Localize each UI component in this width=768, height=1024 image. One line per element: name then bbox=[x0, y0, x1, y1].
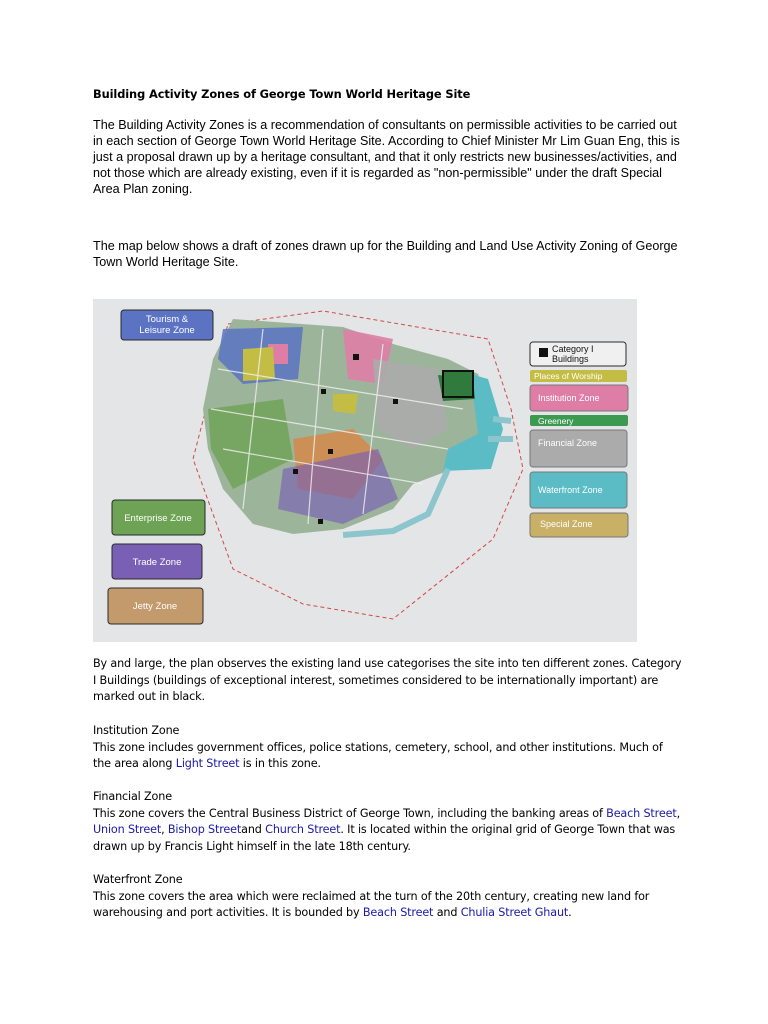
waterfront-beach-street-link[interactable]: Beach Street bbox=[362, 906, 434, 920]
financial-sep2: , bbox=[161, 823, 168, 837]
institution-heading: Institution Zone bbox=[93, 724, 180, 737]
legend-waterfront bbox=[530, 472, 627, 508]
legend-worship bbox=[530, 370, 627, 382]
enterprise-label-text: Enterprise Zone bbox=[124, 513, 192, 524]
institution-body bbox=[93, 740, 683, 773]
light-street-link[interactable]: Light Street bbox=[175, 757, 240, 771]
legend-greenery bbox=[530, 415, 628, 426]
jetty-label bbox=[108, 588, 203, 624]
financial-section bbox=[93, 789, 683, 855]
legend-greenery-text: Greenery bbox=[538, 416, 574, 426]
trade-label bbox=[112, 544, 202, 579]
legend-institution bbox=[530, 385, 628, 411]
enterprise-label bbox=[112, 500, 205, 535]
tourism-label bbox=[121, 310, 213, 340]
financial-text-a: This zone covers the Central Business District of George Town, including the banking areas of bbox=[93, 806, 607, 820]
financial-body bbox=[93, 806, 683, 856]
legend-financial bbox=[530, 430, 627, 467]
financial-sep1: , bbox=[676, 806, 680, 820]
waterfront-body bbox=[93, 889, 683, 922]
church-street-link[interactable]: Church Street bbox=[265, 823, 341, 837]
trade-label-text: Trade Zone bbox=[132, 557, 182, 568]
institution-section bbox=[93, 723, 683, 773]
waterfront-heading: Waterfront Zone bbox=[93, 873, 183, 886]
legend-category1-line1: Category I bbox=[552, 344, 594, 354]
legend-waterfront-text: Waterfront Zone bbox=[538, 485, 603, 495]
institution-text-a: This zone includes government offices, police stations, cemetery, school, and other institutions. Much of the area along bbox=[93, 740, 663, 771]
legend-category1 bbox=[530, 342, 626, 366]
chulia-street-ghaut-link[interactable]: Chulia Street Ghaut bbox=[460, 906, 569, 920]
jetty-label-text: Jetty Zone bbox=[132, 601, 178, 612]
legend-institution-text: Institution Zone bbox=[538, 393, 600, 403]
financial-text-b: . It is located within the original grid of George Town that was drawn up by Francis Light himself in the late 18th century. bbox=[93, 823, 676, 853]
zoning-map bbox=[93, 299, 637, 642]
fort-marker bbox=[443, 371, 473, 397]
institution-text-b: is in this zone. bbox=[239, 757, 321, 771]
category1-swatch bbox=[539, 348, 548, 357]
waterfront-text-a: This zone covers the area which were reclaimed at the turn of the 20th century, creating new land for warehousing and port activities. It is bounded by bbox=[93, 889, 650, 920]
doc-title: Building Activity Zones of George Town World Heritage Site bbox=[93, 87, 471, 101]
financial-heading: Financial Zone bbox=[93, 790, 172, 803]
bishop-street-link[interactable]: Bishop Street bbox=[167, 823, 242, 837]
legend-category1-line2: Buildings bbox=[552, 354, 589, 364]
waterfront-text-b: . bbox=[568, 906, 572, 920]
legend-special-text: Special Zone bbox=[540, 519, 593, 529]
tourism-label-line2: Leisure Zone bbox=[139, 325, 195, 336]
tourism-label-line1: Tourism & bbox=[145, 314, 189, 325]
waterfront-section bbox=[93, 872, 683, 922]
legend-financial-text: Financial Zone bbox=[538, 438, 598, 448]
summary-paragraph: By and large, the plan observes the existing land use categorises the site into ten different zones. Category I Buildings (buildings of exceptional interest, sometimes considered to be internationally important) are marked out in black. bbox=[93, 657, 682, 704]
financial-sep3: and bbox=[241, 823, 266, 837]
legend-worship-text: Places of Worship bbox=[534, 371, 603, 381]
union-street-link[interactable]: Union Street bbox=[93, 823, 162, 837]
beach-street-link[interactable]: Beach Street bbox=[606, 806, 677, 820]
waterfront-sep1: and bbox=[433, 906, 461, 920]
map-intro-paragraph: The map below shows a draft of zones drawn up for the Building and Land Use Activity Zoning of George Town World Heritage Site. bbox=[93, 239, 678, 269]
legend-special bbox=[530, 513, 628, 537]
intro-paragraph: The Building Activity Zones is a recommendation of consultants on permissible activities to be carried out in each section of George Town World Heritage Site. According to Chief Minister Mr Lim Guan Eng, this is just a proposal drawn up by a heritage consultant, and that it only restricts new businesses/activities, and not those which are already existing, even if it is regarded as "non-permissible" under the draft Special Area Plan zoning. bbox=[93, 118, 680, 196]
